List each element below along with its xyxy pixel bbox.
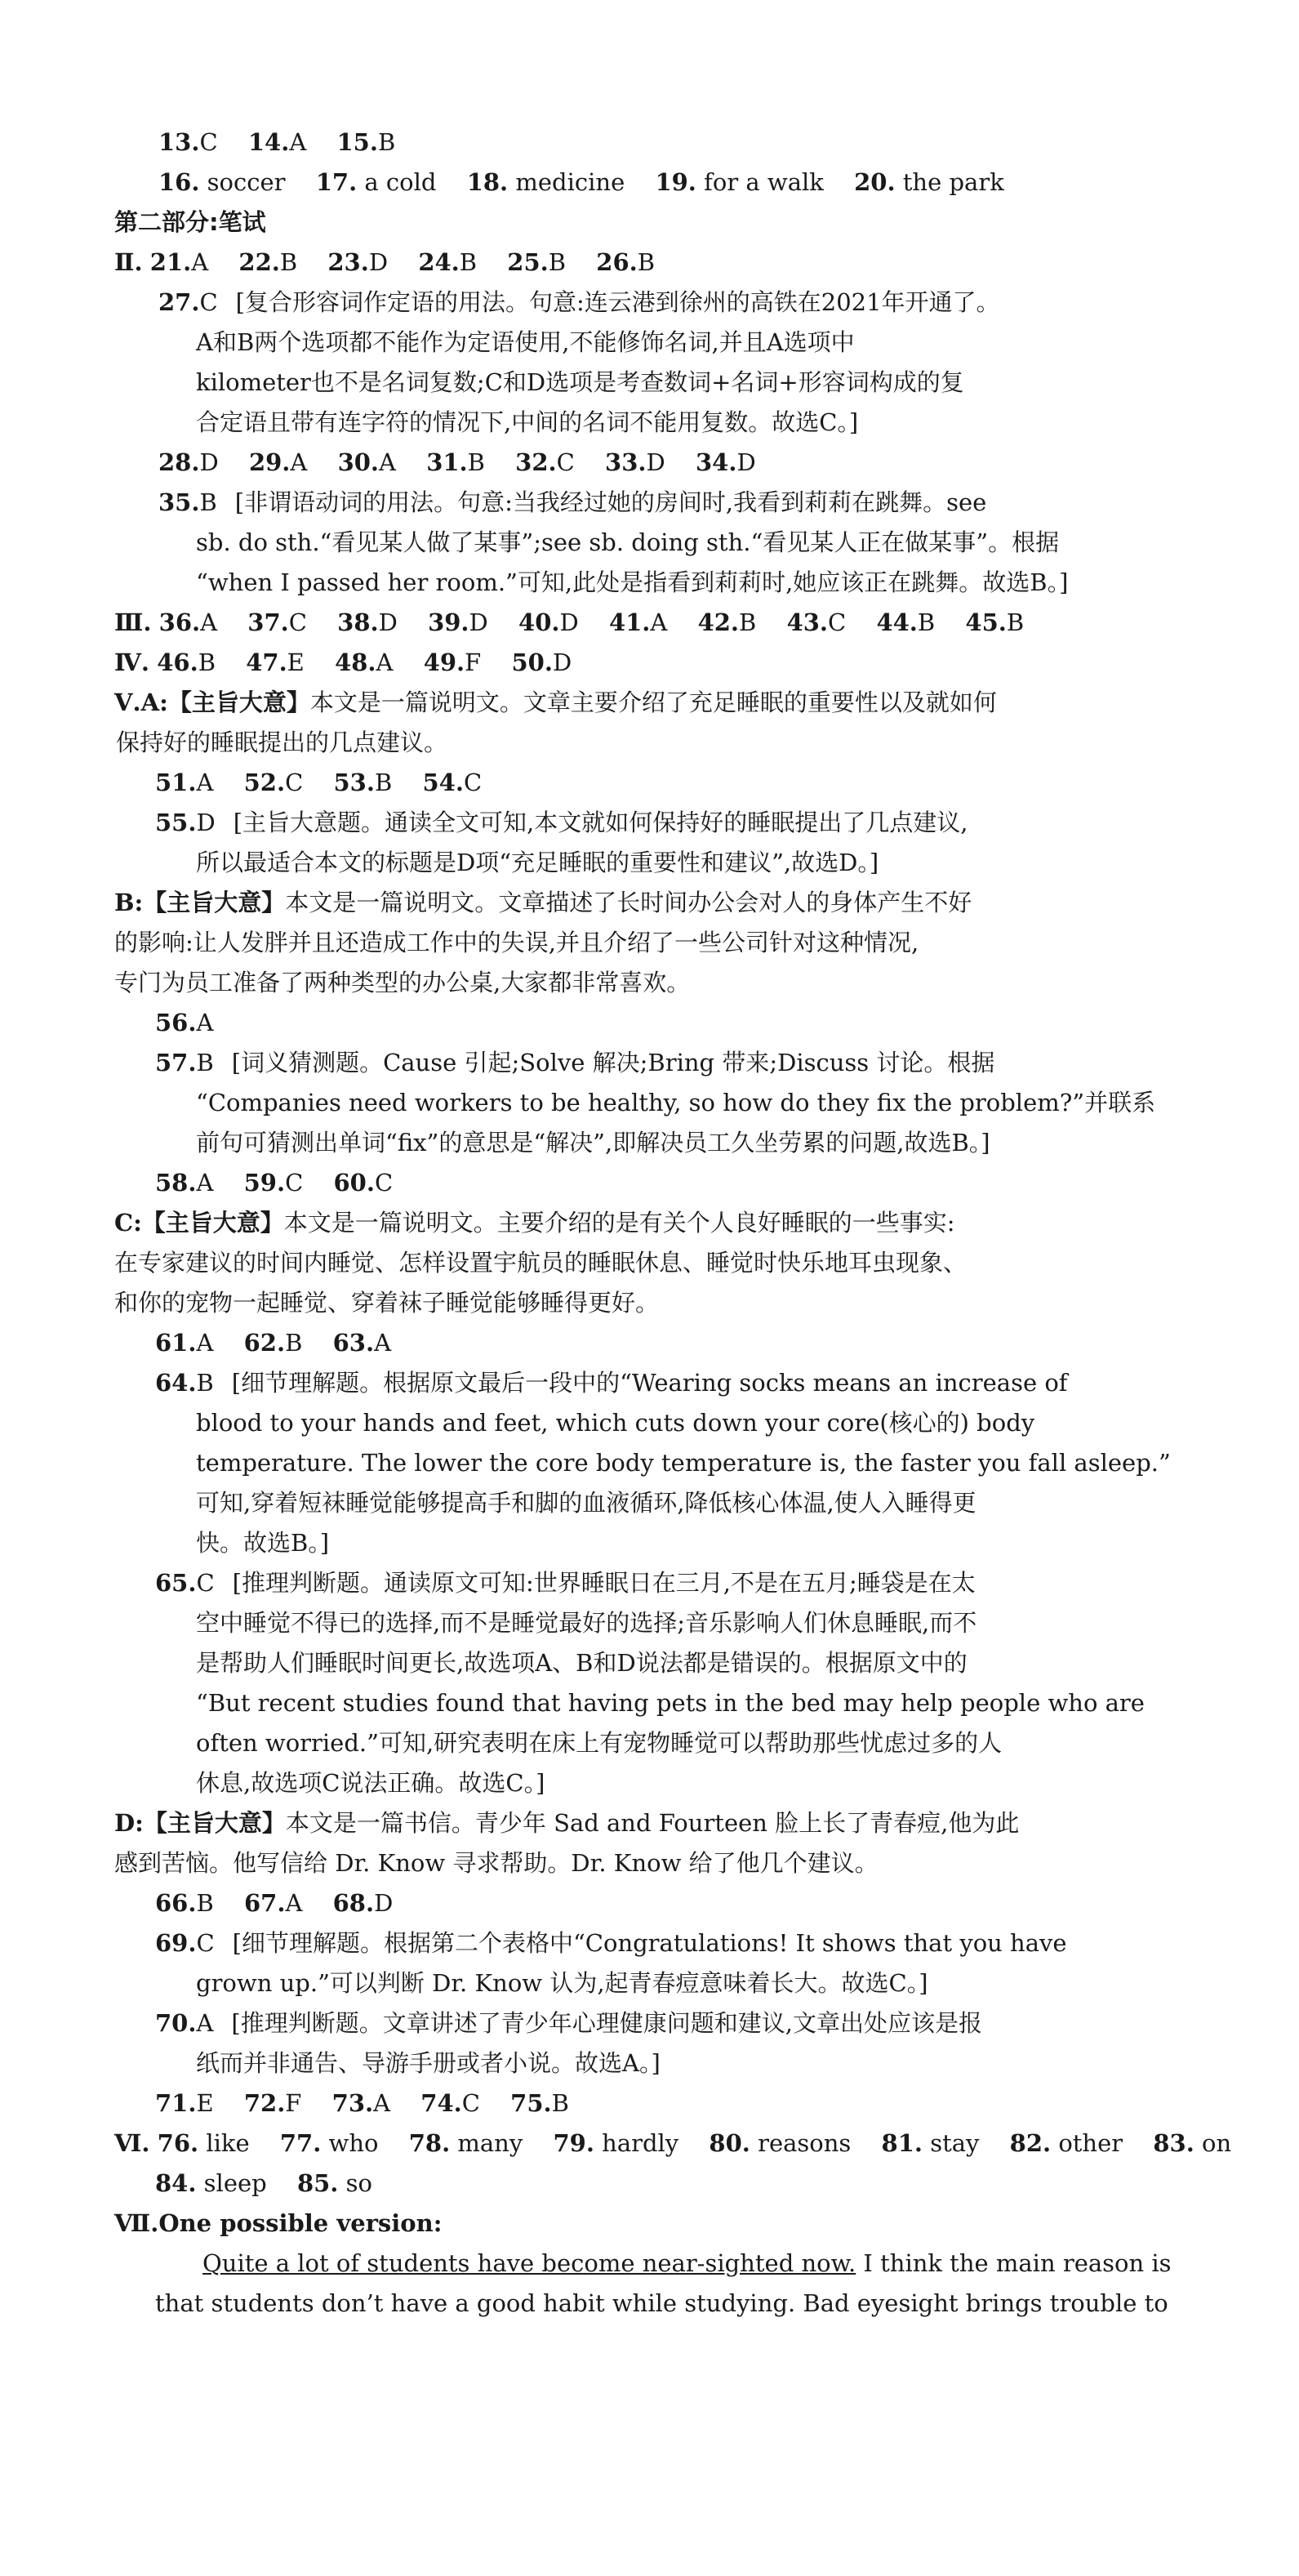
essay-line-1: Quite a lot of students have become near-sighted now. I think the main reason is [202,2249,1172,2277]
passage-a-summary: Ⅴ.A:【主旨大意】本文是一篇说明文。文章主要介绍了充足睡眠的重要性以及就如何 [114,689,997,716]
explanation-27: 27.C [复合形容词作定语的用法。句意:连云港到徐州的高铁在2021年开通了。 [158,288,1000,316]
answers-28-34: 28.D 29.A 30.A 31.B 32.C 33.D 34.D [158,448,756,476]
answers-13-15: 13.C 14.A 15.B [158,128,396,156]
answers-61-63: 61.A 62.B 63.A [155,1329,392,1357]
explanation-55: 55.D [主旨大意题。通读全文可知,本文就如何保持好的睡眠提出了几点建议, [155,809,968,836]
answer-content: 13.C 14.A 15.B 16. soccer 17. a cold 18. medicine 19. for a walk 20. the park 第二部分:笔试 Ⅱ. 21.A 22.B 23.D 24.B 25.B 26.B 27.C [复合形容词作定语的用法。句意:连云港到徐州的高铁在2021年开通了。 A和B两个选项都不能作为定语使用,不能修饰名词,并且A选项中 kilometer也不是名词复数;C和D选项是考查数词+名词+形容词构成的复 合定语且带有连字符的情况下,中间的名词不能用复数。故选C。] 28.D 29.A 30.A 31.B 32.C 33.D 34.D 35.B [非谓语动词的用法。句意:当我经过她的房间时,我看到莉莉在跳舞。see sb. do sth.“看见某人做了某事”;see sb. doing sth.“看见某人正在做某事”。根据 “when I passed her room.”可知,此处是指看到莉莉时,她应该正在跳舞。故选B。] Ⅲ. 36.A 37.C 38.D 39.D 40.D 41.A 42.B 43.C 44.B 45.B Ⅳ. 46.B 47.E 48.A 49.F 50.D Ⅴ.A:【主旨大意】本文是一篇说明文。文章主要介绍了充足睡眠的重要性以及就如何 保持好的睡眠提出的几点建议。 51.A 52.C 53.B 54.C 55.D [主旨大意题。通读全文可知,本文就如何保持好的睡眠提出了几点建议, 所以最适合本文的标题是D项“充足睡眠的重要性和建议”,故选D。] B:【主旨大意】本文是一篇说明文。文章描述了长时间办公会对人的身体产生不好 的影响:让人发胖并且还造成工作中的失误,并且介绍了一些公司针对这种情况, 专门为员工准备了两种类型的办公桌,大家都非常喜欢。 56.A 57.B [词义猜测题。Cause 引起;Solve 解决;Bring 带来;Discuss 讨论。根据 “Companies need workers to be healthy, so how do they fix the problem?”并联系 前句可猜测出单词“fix”的意思是“解决”,即解决员工久坐劳累的问题,故选B。] 58.A 59.C 60.C C:【主旨大意】本文是一篇说明文。主要介绍的是有关个人良好睡眠的一些事实: 在专家建议的时间内睡觉、怎样设置宇航员的睡眠休息、睡觉时快乐地耳虫现象、 和你的宠物一起睡觉、穿着袜子睡觉能够睡得更好。 61.A 62.B 63.A 64.B [细节理解题。根据原文最后一段中的“Wearing socks means an increase of blood to your hands and feet, which cuts down your core(核心的) body temperature. The lower the core body temperature is, the faster you fall asleep.” 可知,穿着短袜睡觉能够提高手和脚的血液循环,降低核心体温,使人入睡得更 快。故选B。] 65.C [推理判断题。通读原文可知:世界睡眠日在三月,不是在五月;睡袋是在太 空中睡觉不得已的选择,而不是睡觉最好的选择;音乐影响人们休息睡眠,而不 是帮助人们睡眠时间更长,故选项A、B和D说法都是错误的。根据原文中的 “But recent studies found that having pets in the bed may help people who are often worried.”可知,研究表明在床上有宠物睡觉可以帮助那些忧虑过多的人 休息,故选项C说法正确。故选C。] D:【主旨大意】本文是一篇书信。青少年 Sad and Fourteen 脸上长了青春痘,他为此 感到苦恼。他写信给 Dr. Know 寻求帮助。Dr. Know 给了他几个建议。 66.B 67.A 68.D 69.C [细节理解题。根据第二个表格中“Congratulations! It shows that you have grown up.”可以判断 Dr. Know 认为,起青春痘意味着长大。故选C。] 70.A [推理判断题。文章讲述了青少年心理健康问题和建议,文章出处应该是报 纸而并非通告、导游手册或者小说。故选A。] 71.E 72.F 73.A 74.C 75.B Ⅵ. 76. like 77. who 78. many 79. hardly 80. reasons 81. stay 82. other 83. on 84. sleep 85. so Ⅶ.One possible version: Quite a lot of students have become near-sighted now. I think the main reason is that students don’t have a good habit while studying. Bad eyesight brings trouble to [114,123,1159,2324]
explanation-35: 35.B [非谓语动词的用法。句意:当我经过她的房间时,我看到莉莉在跳舞。see [158,488,987,516]
writing-heading: Ⅶ.One possible version: [114,2209,443,2237]
answers-51-54: 51.A 52.C 53.B 54.C [155,769,483,796]
answers-58-60: 58.A 59.C 60.C [155,1169,394,1197]
answers-21-26: Ⅱ. 21.A 22.B 23.D 24.B 25.B 26.B [114,248,656,276]
answers-36-45: Ⅲ. 36.A 37.C 38.D 39.D 40.D 41.A 42.B 43.C 44.B 45.B [114,608,1025,636]
answers-16-20: 16. soccer 17. a cold 18. medicine 19. for a walk 20. the park [158,168,1004,196]
explanation-57: 57.B [词义猜测题。Cause 引起;Solve 解决;Bring 带来;Discuss 讨论。根据 [155,1049,995,1076]
answers-84-85: 84. sleep 85. so [155,2169,372,2197]
explanation-69: 69.C [细节理解题。根据第二个表格中“Congratulations! It shows that you have [155,1929,1067,1957]
passage-b-summary: B:【主旨大意】本文是一篇说明文。文章描述了长时间办公会对人的身体产生不好 [114,889,972,916]
answers-71-75: 71.E 72.F 73.A 74.C 75.B [155,2089,569,2117]
passage-c-summary: C:【主旨大意】本文是一篇说明文。主要介绍的是有关个人良好睡眠的一些事实: [114,1209,955,1237]
explanation-70: 70.A [推理判断题。文章讲述了青少年心理健康问题和建议,文章出处应该是报 [155,2009,982,2037]
passage-d-summary: D:【主旨大意】本文是一篇书信。青少年 Sad and Fourteen 脸上长了青春痘,他为此 [114,1809,1020,1837]
answers-66-68: 66.B 67.A 68.D [155,1889,394,1917]
answers-56: 56.A [155,1009,214,1036]
answers-46-50: Ⅳ. 46.B 47.E 48.A 49.F 50.D [114,648,572,676]
answers-76-83: Ⅵ. 76. like 77. who 78. many 79. hardly 80. reasons 81. stay 82. other 83. on [114,2129,1232,2157]
explanation-64: 64.B [细节理解题。根据原文最后一段中的“Wearing socks means an increase of [155,1369,1068,1397]
part2-heading: 第二部分:笔试 [114,208,266,236]
explanation-65: 65.C [推理判断题。通读原文可知:世界睡眠日在三月,不是在五月;睡袋是在太 [155,1569,976,1597]
essay-line-2: that students don’t have a good habit while studying. Bad eyesight brings trouble to [155,2289,1168,2317]
